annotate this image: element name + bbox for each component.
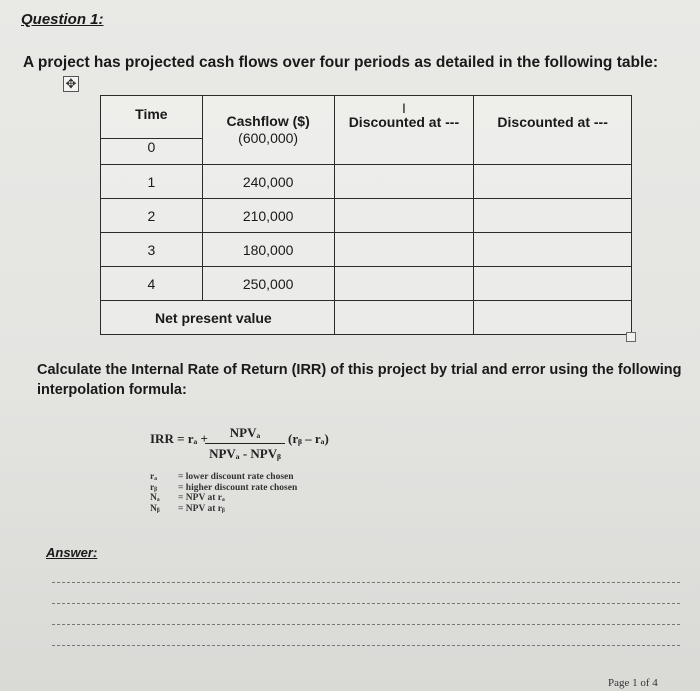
table-cell-time: 0	[101, 138, 202, 156]
cashflow-header: Cashflow ($)	[226, 113, 310, 129]
table-row	[101, 165, 632, 199]
table-cell-discounted-1[interactable]	[334, 233, 474, 267]
cashflow-table	[100, 95, 632, 335]
table-row	[101, 199, 632, 233]
table-move-handle-icon[interactable]: ✥	[63, 76, 79, 92]
table-cell-time: 3	[101, 233, 203, 267]
formula-legend	[150, 472, 297, 514]
formula-lhs: IRR = rₐ +	[150, 431, 208, 446]
npv-row	[101, 301, 632, 335]
question-intro: A project has projected cash flows over four periods as detailed in the following table:	[23, 54, 659, 71]
legend-symbol: Nₐ	[150, 493, 160, 503]
legend-text: = higher discount rate chosen	[178, 482, 298, 493]
time-header-cell	[101, 96, 203, 165]
table-cell-time: 2	[101, 199, 203, 233]
answer-line[interactable]	[52, 645, 680, 646]
legend-text: = NPV at rₐ	[178, 493, 225, 503]
time-header: Time	[135, 105, 168, 122]
table-cell-cashflow: (600,000)	[238, 130, 299, 146]
formula-numerator: NPVₐ	[205, 425, 285, 444]
legend-symbol: rₐ	[150, 472, 157, 482]
answer-line[interactable]	[52, 582, 680, 583]
page-number: Page 1 of 4	[608, 677, 658, 689]
legend-text: = lower discount rate chosen	[178, 472, 294, 482]
question-title: Question 1:	[21, 11, 104, 28]
table-resize-handle-icon[interactable]	[626, 332, 636, 342]
legend-item	[150, 483, 297, 494]
legend-text: = NPV at rᵦ	[178, 503, 225, 514]
discounted-header-2: Discounted at ---	[474, 96, 632, 165]
table-cell-cashflow: 240,000	[202, 165, 334, 199]
legend-symbol: rᵦ	[150, 482, 157, 493]
cashflow-header-cell	[202, 96, 334, 165]
legend-item	[150, 504, 297, 515]
legend-item	[150, 493, 297, 504]
table-header-row	[101, 96, 632, 165]
table-cell-cashflow: 180,000	[202, 233, 334, 267]
formula-denominator: NPVₐ - NPVᵦ	[209, 446, 281, 461]
table-cell-discounted-1[interactable]	[334, 165, 474, 199]
instruction-text: Calculate the Internal Rate of Return (IRR) of this project by trial and error using the following interpolation formula:	[37, 362, 682, 398]
table-row	[101, 267, 632, 301]
table-cell-time: 1	[101, 165, 203, 199]
table-cell-time: 4	[101, 267, 203, 301]
text-cursor-icon: I	[402, 100, 406, 116]
table-cell-discounted-1[interactable]	[334, 267, 474, 301]
npv-cell-2[interactable]	[474, 301, 632, 335]
formula-fraction	[205, 425, 285, 462]
table-cell-cashflow: 210,000	[202, 199, 334, 233]
legend-symbol: Nᵦ	[150, 503, 160, 514]
npv-cell-1[interactable]	[334, 301, 474, 335]
answer-line[interactable]	[52, 624, 680, 625]
net-present-value-label: Net present value	[101, 301, 335, 335]
table-cell-discounted-2[interactable]	[474, 199, 632, 233]
table-cell-cashflow: 250,000	[202, 267, 334, 301]
table-row	[101, 233, 632, 267]
legend-item	[150, 472, 297, 483]
table-cell-discounted-2[interactable]	[474, 165, 632, 199]
table-cell-discounted-1[interactable]	[334, 199, 474, 233]
table-cell-discounted-2[interactable]	[474, 233, 632, 267]
formula-rhs: (rᵦ – rₐ)	[288, 431, 329, 446]
answer-label: Answer:	[46, 545, 98, 560]
discounted-header-1: Discounted at ---	[334, 96, 474, 165]
answer-line[interactable]	[52, 603, 680, 604]
table-cell-discounted-2[interactable]	[474, 267, 632, 301]
